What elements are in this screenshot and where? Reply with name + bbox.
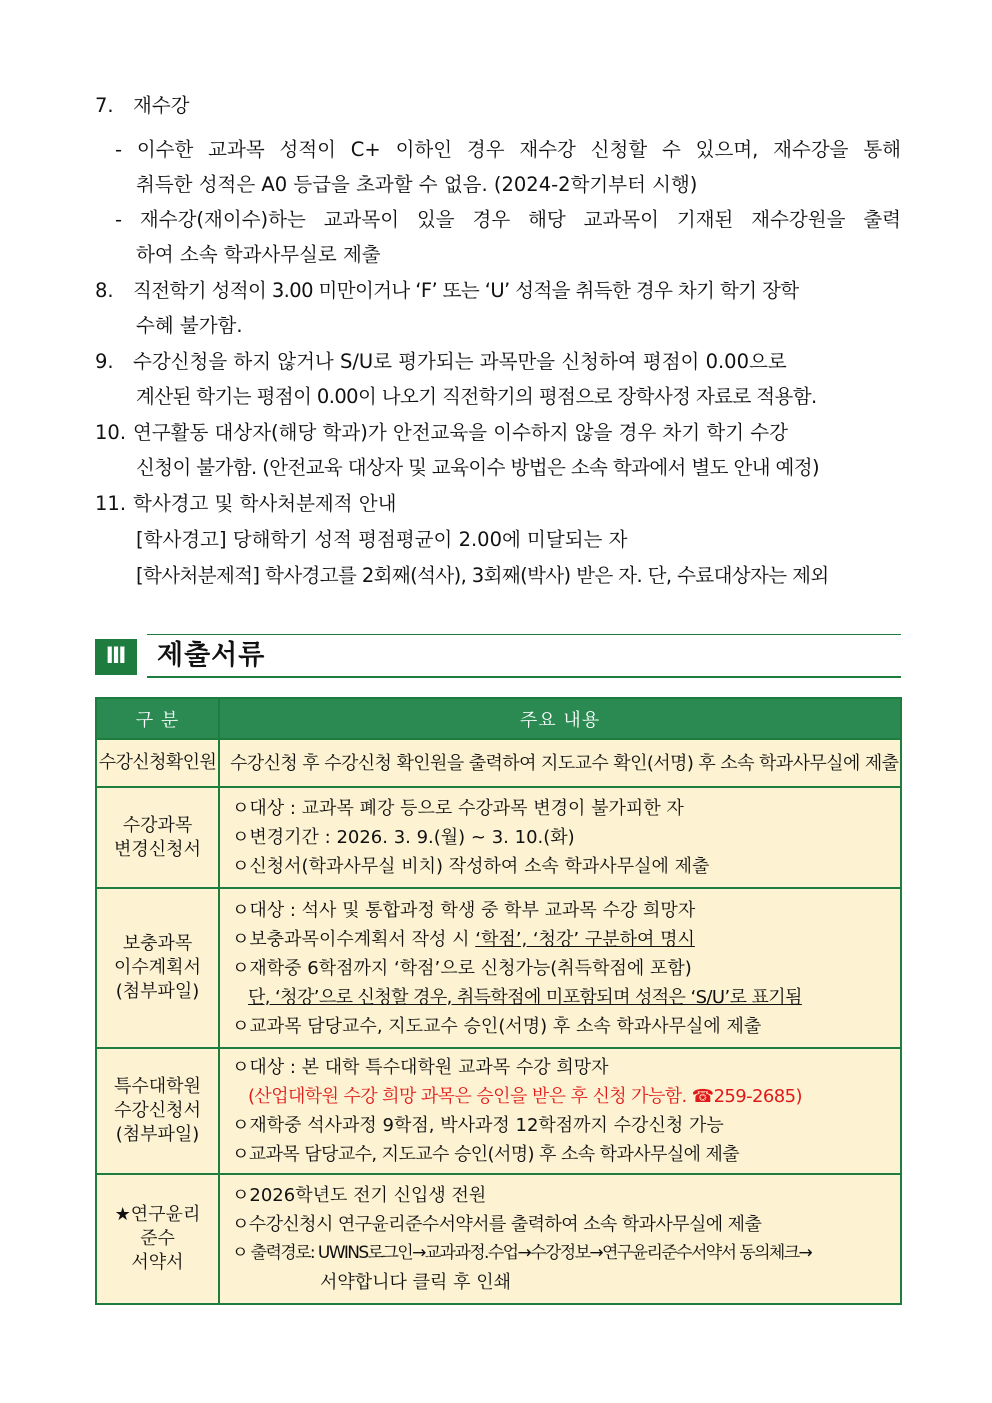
table-header-row: [96, 698, 901, 739]
header-content: 주요 내용: [219, 698, 901, 739]
row-content: ㅇ대상 : 석사 및 통합과정 학생 중 학부 교과목 수강 희망자 ㅇ보충과목이수계획서 작성 시 ‘학점’, ‘청강’ 구분하여 명시 ㅇ재학중 6학점까지 ‘학점’으로 신청가능(취득학점에 포함) 단, ‘청강’으로 신청할 경우, 취득학점에 미포함되며 성적은 ‘S/U’로 표기됨 ㅇ교과목 담당교수, 지도교수 승인(서명) 후 소속 학과사무실에 제출: [219, 888, 901, 1048]
industry-graduate-note: (산업대학원 수강 희망 과목은 승인을 받은 후 신청 가능함. ☎259-2685): [248, 1086, 802, 1107]
table-row: [96, 739, 901, 787]
list-number: 8.: [95, 279, 114, 302]
list-item-8-cont: 수혜 불가함.: [136, 314, 243, 337]
table-row: [96, 787, 901, 888]
row-content: ㅇ대상 : 본 대학 특수대학원 교과목 수강 희망자 (산업대학원 수강 희망 과목은 승인을 받은 후 신청 가능함. ☎259-2685) ㅇ재학중 석사과정 9학점, 박사과정 12학점까지 수강신청 가능 ㅇ교과목 담당교수, 지도교수 승인(서명) 후 소속 학과사무실에 제출: [219, 1048, 901, 1174]
header-category: 구 분: [96, 698, 219, 739]
table-row: [96, 888, 901, 1048]
academic-warning: [학사경고] 당해학기 성적 평점평균이 2.00에 미달되는 자: [136, 528, 628, 551]
list-item-10-cont: 신청이 불가함. (안전교육 대상자 및 교육이수 방법은 소속 학과에서 별도 안내 예정): [136, 456, 820, 479]
list-number: 11.: [95, 492, 127, 515]
list-item-7-bullet-1-cont: 취득한 성적은 A0 등급을 초과할 수 없음. (2024-2학기부터 시행): [136, 173, 698, 196]
list-item-11-title: 11. 학사경고 및 학사처분제적 안내: [95, 486, 396, 521]
list-item-7-bullet-2-cont: 하여 소속 학과사무실로 제출: [136, 243, 381, 266]
section-title: 제출서류: [157, 640, 266, 671]
table-row: [96, 1048, 901, 1174]
documents-table: [95, 697, 902, 1305]
row-category: 보충과목 이수계획서 (첨부파일): [96, 888, 219, 1048]
row-content: ㅇ2026학년도 전기 신입생 전원 ㅇ수강신청시 연구윤리준수서약서를 출력하여 소속 학과사무실에 제출 ㅇ 출력경로: UWINS로그인→교과과정.수업→수강정보→연구윤리준수서약서 동의체크→ 서약합니다 클릭 후 인쇄: [219, 1174, 901, 1304]
row-content: 수강신청 후 수강신청 확인원을 출력하여 지도교수 확인(서명) 후 소속 학과사무실에 제출: [219, 739, 901, 787]
row-category: 수강신청확인원: [96, 739, 219, 787]
row-category: 특수대학원 수강신청서 (첨부파일): [96, 1048, 219, 1174]
list-item-7-bullet-2: - 재수강(재이수)하는 교과목이 있을 경우 해당 교과목이 기재된 재수강원을 출력: [115, 208, 901, 231]
list-item-7-title: [95, 88, 190, 123]
list-item-8: 8. 직전학기 성적이 3.00 미만이거나 ‘F’ 또는 ‘U’ 성적을 취득한 경우 차기 학기 장학: [95, 273, 901, 308]
row-category: 수강과목 변경신청서: [96, 787, 219, 888]
section-number-badge: Ⅲ: [95, 639, 137, 675]
list-item-9-cont: 계산된 학기는 평점이 0.00이 나오기 직전학기의 평점으로 장학사정 자료로 적용함.: [136, 385, 817, 408]
list-item-7-bullet-1: - 이수한 교과목 성적이 C+ 이하인 경우 재수강 신청할 수 있으며, 재수강을 통해: [115, 138, 901, 161]
academic-dismissal: [학사처분제적] 학사경고를 2회째(석사), 3회째(박사) 받은 자. 단, 수료대상자는 제외: [136, 564, 829, 587]
list-item-10: 10. 연구활동 대상자(해당 학과)가 안전교육을 이수하지 않을 경우 차기 학기 수강: [95, 415, 901, 450]
section-rule-bottom: [147, 676, 901, 678]
section-header: [95, 634, 901, 678]
list-item-9: 9. 수강신청을 하지 않거나 S/U로 평가되는 과목만을 신청하여 평점이 0.00으로: [95, 344, 901, 379]
list-number: 7.: [95, 94, 114, 117]
row-category: ★연구윤리 준수 서약서: [96, 1174, 219, 1304]
list-number: 9.: [95, 350, 114, 373]
list-item-title: 재수강: [133, 94, 190, 117]
section-rule-top: [147, 634, 901, 635]
table-row: [96, 1174, 901, 1304]
list-number: 10.: [95, 421, 127, 444]
row-content: ㅇ대상 : 교과목 폐강 등으로 수강과목 변경이 불가피한 자 ㅇ변경기간 : 2026. 3. 9.(월) ~ 3. 10.(화) ㅇ신청서(학과사무실 비치) 작성하여 소속 학과사무실에 제출: [219, 787, 901, 888]
